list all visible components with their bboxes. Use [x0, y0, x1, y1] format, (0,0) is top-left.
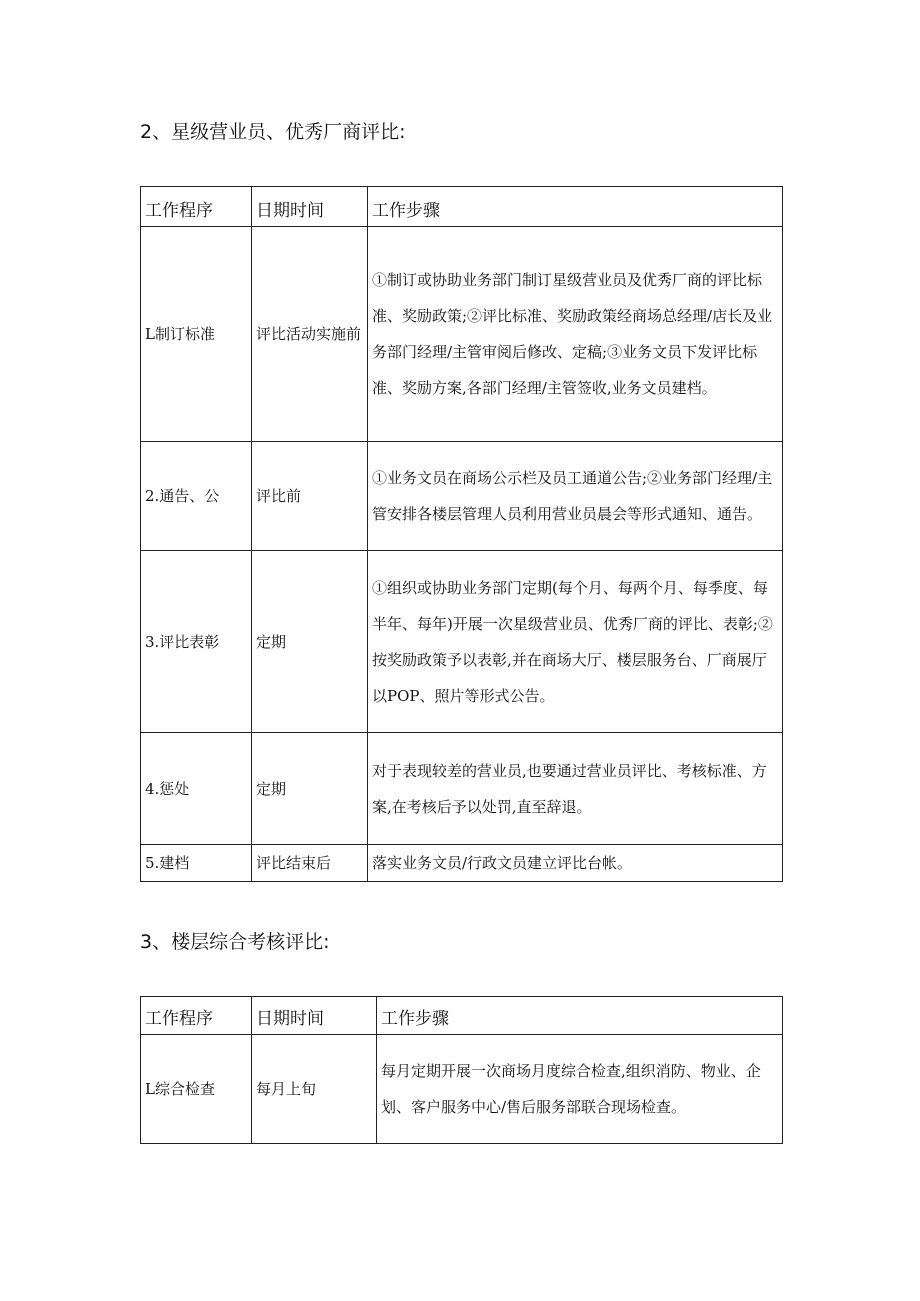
table-row: [141, 551, 783, 733]
steps-cell: ①制订或协助业务部门制订星级营业员及优秀厂商的评比标准、奖励政策;②评比标准、奖励政策经商场总经理/店长及业务部门经理/主管审阅后修改、定稿;③业务文员下发评比标准、奖励方案,各部门经理/主管签收,业务文员建档。: [368, 227, 783, 442]
steps-cell: ①业务文员在商场公示栏及员工通道公告;②业务部门经理/主管安排各楼层管理人员利用营业员晨会等形式通知、通告。: [368, 442, 783, 551]
time-cell: 定期: [252, 551, 368, 733]
table-row: [141, 442, 783, 551]
floor-evaluation-table: [140, 996, 783, 1144]
table-row: [141, 227, 783, 442]
header-steps: 工作步骤: [368, 187, 783, 227]
table-row: [141, 845, 783, 882]
steps-cell: 对于表现较差的营业员,也要通过营业员评比、考核标准、方案,在考核后予以处罚,直至辞退。: [368, 733, 783, 845]
procedure-cell: 4.惩处: [141, 733, 252, 845]
section-3-title: 3、楼层综合考核评比:: [140, 931, 330, 953]
header-steps: 工作步骤: [377, 997, 783, 1035]
time-cell: 评比活动实施前: [252, 227, 368, 442]
section-2-title: 2、星级营业员、优秀厂商评比:: [140, 121, 406, 143]
star-staff-evaluation-table: [140, 186, 783, 882]
time-cell: 定期: [252, 733, 368, 845]
time-cell: 评比前: [252, 442, 368, 551]
procedure-cell: 5.建档: [141, 845, 252, 882]
time-cell: 每月上旬: [252, 1035, 377, 1144]
header-time: 日期时间: [252, 187, 368, 227]
table-header-row: [141, 997, 783, 1035]
header-procedure: 工作程序: [141, 997, 252, 1035]
header-procedure: 工作程序: [141, 187, 252, 227]
procedure-cell: 2.通告、公: [141, 442, 252, 551]
table-header-row: [141, 187, 783, 227]
steps-cell: 落实业务文员/行政文员建立评比台帐。: [368, 845, 783, 882]
procedure-cell: 3.评比表彰: [141, 551, 252, 733]
time-cell: 评比结束后: [252, 845, 368, 882]
header-time: 日期时间: [252, 997, 377, 1035]
table-row: [141, 733, 783, 845]
table-row: [141, 1035, 783, 1144]
steps-cell: ①组织或协助业务部门定期(每个月、每两个月、每季度、每半年、每年)开展一次星级营业员、优秀厂商的评比、表彰;②按奖励政策予以表彰,并在商场大厅、楼层服务台、厂商展厅以POP、照片等形式公告。: [368, 551, 783, 733]
procedure-cell: L制订标准: [141, 227, 252, 442]
procedure-cell: L综合检查: [141, 1035, 252, 1144]
steps-cell: 每月定期开展一次商场月度综合检查,组织消防、物业、企划、客户服务中心/售后服务部联合现场检查。: [377, 1035, 783, 1144]
